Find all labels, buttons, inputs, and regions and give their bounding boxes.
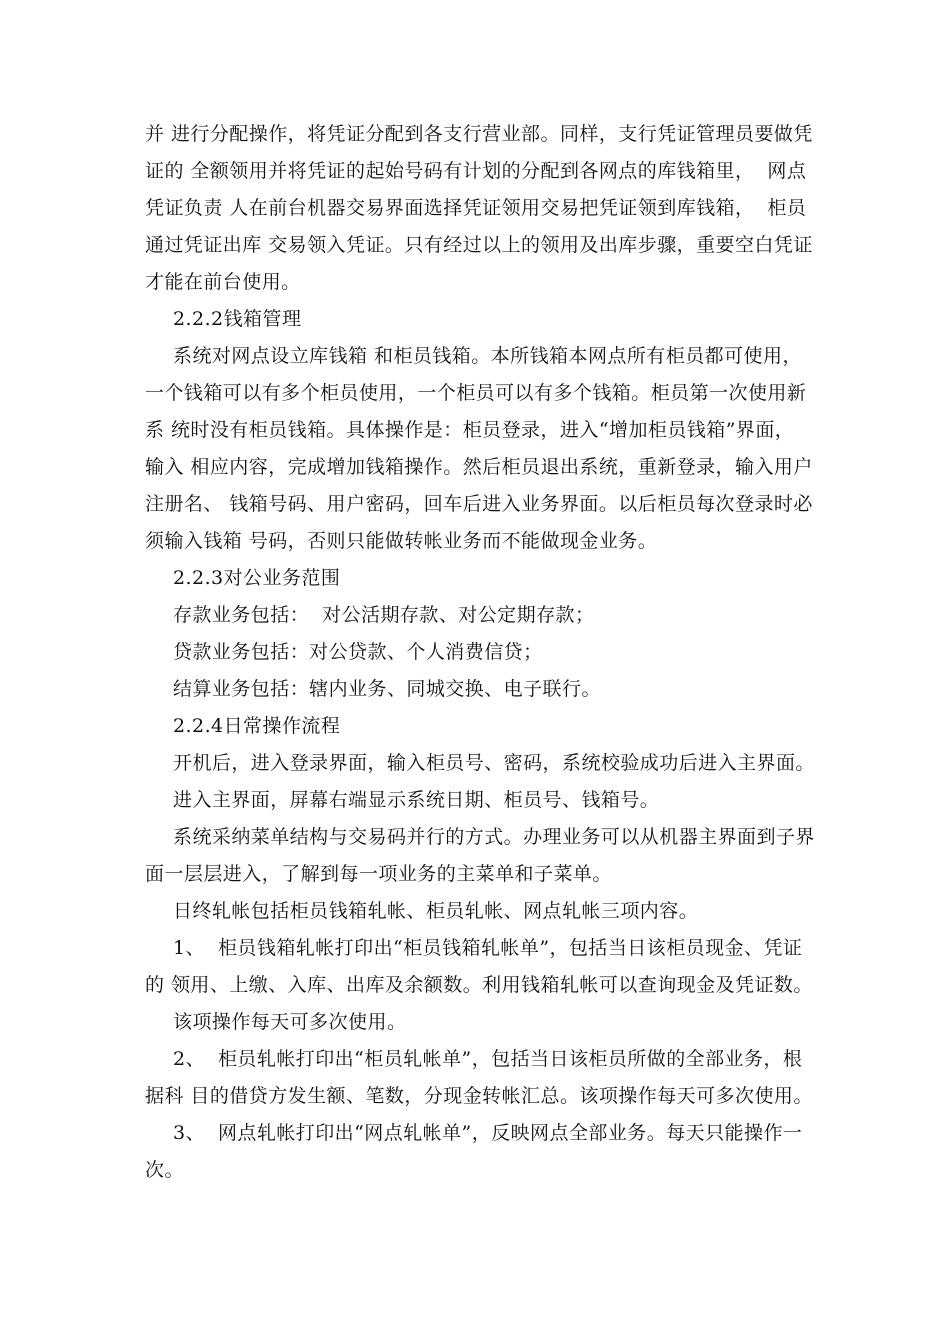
paragraph-line: 系统采纳菜单结构与交易码并行的方式。办理业务可以从机器主界面到子界 bbox=[173, 826, 815, 848]
paragraph-line: 结算业务包括：辖内业务、同城交换、电子联行。 bbox=[173, 678, 601, 700]
list-item-line: 2、 柜员轧帐打印出“柜员轧帐单”，包括当日该柜员所做的全部业务，根 bbox=[173, 1048, 803, 1070]
paragraph-line: 开机后，进入登录界面，输入柜员号、密码，系统校验成功后进入主界面。 bbox=[173, 752, 815, 774]
paragraph-line: 系 统时没有柜员钱箱。具体操作是：柜员登录，进入“增加柜员钱箱”界面， bbox=[145, 419, 795, 441]
paragraph-line: 面一层层进入，了解到每一项业务的主菜单和子菜单。 bbox=[145, 863, 612, 885]
paragraph-line: 系统对网点设立库钱箱 和柜员钱箱。本所钱箱本网点所有柜员都可使用， bbox=[173, 345, 802, 367]
paragraph-line: 一个钱箱可以有多个柜员使用，一个柜员可以有多个钱箱。柜员第一次使用新 bbox=[145, 382, 807, 404]
section-heading: 2.2.4日常操作流程 bbox=[173, 715, 341, 737]
paragraph-line: 注册名、 钱箱号码、用户密码，回车后进入业务界面。以后柜员每次登录时必 bbox=[145, 493, 813, 515]
paragraph-line: 凭证负责 人在前台机器交易界面选择凭证领用交易把凭证领到库钱箱， 柜员 bbox=[145, 197, 807, 219]
list-item-line: 1、 柜员钱箱轧帐打印出“柜员钱箱轧帐单”，包括当日该柜员现金、凭证 bbox=[173, 937, 803, 959]
paragraph-line: 并 进行分配操作，将凭证分配到各支行营业部。同样，支行凭证管理员要做凭 bbox=[145, 123, 813, 145]
list-item-line: 该项操作每天可多次使用。 bbox=[173, 1011, 407, 1033]
paragraph-line: 日终轧帐包括柜员钱箱轧帐、柜员轧帐、网点轧帐三项内容。 bbox=[173, 900, 699, 922]
section-heading: 2.2.3对公业务范围 bbox=[173, 567, 341, 589]
list-item-line: 次。 bbox=[145, 1159, 184, 1181]
section-heading: 2.2.2钱箱管理 bbox=[173, 308, 302, 330]
list-item-line: 的 领用、上缴、入库、出库及余额数。利用钱箱轧帐可以查询现金及凭证数。 bbox=[145, 974, 813, 996]
paragraph-line: 存款业务包括： 对公活期存款、对公定期存款； bbox=[173, 604, 595, 626]
paragraph-line: 贷款业务包括：对公贷款、个人消费信贷； bbox=[173, 641, 543, 663]
list-item-line: 3、 网点轧帐打印出“网点轧帐单”，反映网点全部业务。每天只能操作一 bbox=[173, 1122, 803, 1144]
paragraph-line: 输入 相应内容，完成增加钱箱操作。然后柜员退出系统，重新登录，输入用户 bbox=[145, 456, 813, 478]
paragraph-line: 才能在前台使用。 bbox=[145, 271, 301, 293]
paragraph-line: 须输入钱箱 号码，否则只能做转帐业务而不能做现金业务。 bbox=[145, 530, 658, 552]
paragraph-line: 通过凭证出库 交易领入凭证。只有经过以上的领用及出库步骤，重要空白凭证 bbox=[145, 234, 813, 256]
list-item-line: 据科 目的借贷方发生额、笔数，分现金转帐汇总。该项操作每天可多次使用。 bbox=[145, 1085, 813, 1107]
paragraph-line: 证的 全额领用并将凭证的起始号码有计划的分配到各网点的库钱箱里， 网点 bbox=[145, 160, 807, 182]
paragraph-line: 进入主界面，屏幕右端显示系统日期、柜员号、钱箱号。 bbox=[173, 789, 660, 811]
